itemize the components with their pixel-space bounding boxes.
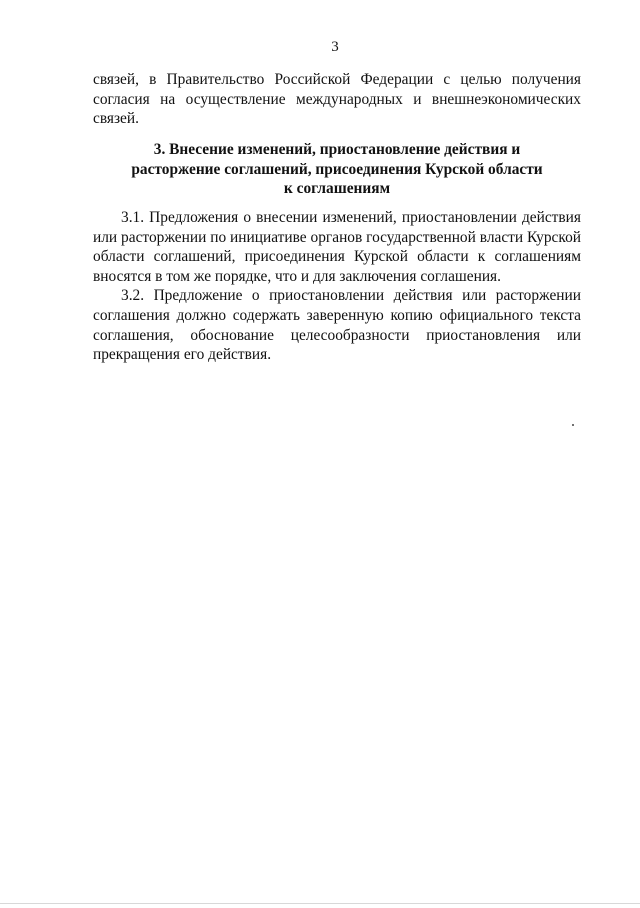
section-body <box>93 208 581 365</box>
section-heading-line-2: расторжение соглашений, присоединения Курской области <box>131 160 543 178</box>
section-heading <box>93 140 581 199</box>
page-number: 3 <box>331 39 339 55</box>
section-heading-line-3: к соглашениям <box>283 180 391 197</box>
scan-dot-mark <box>572 424 574 426</box>
paragraph-3-2: 3.2. Предложение о приостановлении действия или расторжении соглашения должно содержать заверенную копию официального текста соглашения, обоснование целесообразности приостановления или прекращения его действия. <box>93 287 581 364</box>
paragraph-3-1: 3.1. Предложения о внесении изменений, приостановлении действия или расторжении по инициативе органов государственной власти Курской области соглашений, присоединения Курской области к соглашениям вносятся в том же порядке, что и для заключения соглашения. <box>93 209 581 285</box>
scan-bottom-edge <box>0 903 640 904</box>
section-heading-line-1: 3. Внесение изменений, приостановление действия и <box>153 141 521 158</box>
intro-text: связей, в Правительство Российской Федерации с целью получения согласия на осуществление международных и внешнеэкономических связей. <box>93 71 581 128</box>
